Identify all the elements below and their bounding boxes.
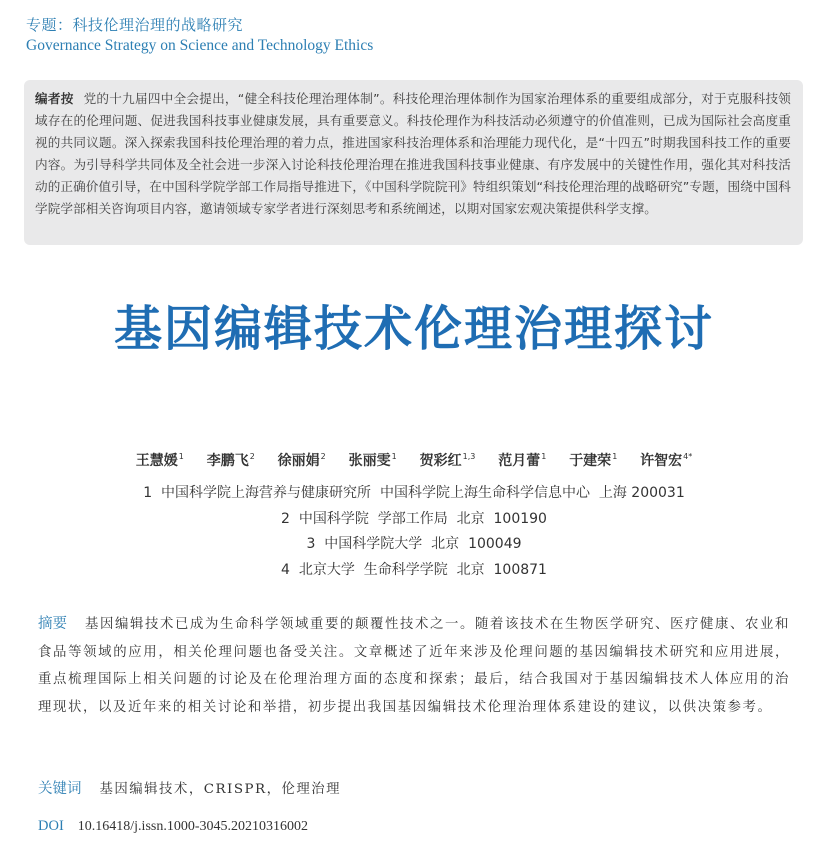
abstract-label: 摘要 — [38, 616, 68, 632]
affiliation-marker: 1,3 — [462, 452, 476, 462]
author-name: 徐丽娟 — [277, 453, 320, 469]
author-list — [0, 450, 828, 470]
abstract-text: 基因编辑技术已成为生命科学领域重要的颠覆性技术之一。随着该技术在生物医学研究、医疗健康、农业和食品等领域的应用，相关伦理问题也备受关注。文章概述了近年来涉及伦理问题的基因编辑技术研究和应用进展，重点梳理国际上相关问题的讨论及在伦理治理方面的态度和探索；最后，结合我国对于基因编辑技术人体应用的治理现状，以及近年来的相关讨论和举措，初步提出我国基因编辑技术伦理治理体系建设的建议，以供决策参考。 — [38, 617, 791, 715]
affiliation-marker: 4* — [683, 452, 693, 462]
affiliation: 1 中国科学院上海营养与健康研究所 中国科学院上海生命科学信息中心 上海 200031 — [143, 485, 685, 501]
editor-note-box — [24, 80, 803, 245]
doi-label: DOI — [38, 818, 64, 834]
author-name: 范月蕾 — [498, 453, 541, 469]
keywords — [38, 777, 341, 798]
editor-note-label: 编者按 — [35, 91, 74, 106]
author-name: 王慧媛 — [135, 453, 178, 469]
affiliation: 3 中国科学院大学 北京 100049 — [306, 536, 522, 552]
author — [207, 453, 255, 469]
affiliation-marker: 1 — [391, 452, 397, 462]
affiliation-marker: 2 — [320, 452, 326, 462]
author-name: 贺彩红 — [419, 453, 462, 469]
author-name: 于建荣 — [569, 453, 612, 469]
editor-note-text: 党的十九届四中全会提出，“健全科技伦理治理体制”。科技伦理治理体制作为国家治理体系的重要组成部分，对于克服科技领域存在的伦理问题、促进我国科技事业健康发展，具有重要意义。科技伦理作为科技活动必须遵守的价值准则，已成为国际社会高度重视的共同议题。深入探索我国科技伦理治理的着力点，推进国家科技治理体系和治理能力现代化，是“十四五”时期我国科技工作的重要内容。为引导科学共同体及全社会进一步深入讨论科技伦理治理在推进我国科技事业健康、有序发展中的关键性作用，强化其对科技活动的正确价值引导，在中国科学院学部工作局指导推进下，《中国科学院院刊》特组织策划“科技伦理治理的战略研究”专题，围绕中国科学院学部相关咨询项目内容，邀请领域专家学者进行深刻思考和系统阐述，以期对国家宏观决策提供科学支撑。 — [35, 91, 791, 216]
author — [498, 453, 546, 469]
affiliation: 4 北京大学 生命科学学院 北京 100871 — [281, 561, 547, 578]
abstract — [38, 611, 790, 721]
affiliation-marker: 1 — [612, 452, 618, 462]
keywords-label: 关键词 — [38, 781, 82, 797]
keywords-text: 基因编辑技术，CRISPR，伦理治理 — [99, 782, 342, 797]
author-name: 许智宏 — [640, 453, 683, 469]
affiliation-marker: 2 — [249, 452, 255, 462]
doi — [38, 818, 308, 835]
author — [349, 453, 397, 469]
author — [420, 453, 476, 469]
article-title: 基因编辑技术伦理治理探讨 — [113, 301, 714, 357]
author — [569, 453, 617, 469]
doi-value[interactable]: 10.16418/j.issn.1000-3045.20210316002 — [77, 819, 309, 834]
series-title-cn: 专题：科技伦理治理的战略研究 — [26, 16, 244, 34]
author — [136, 453, 184, 469]
series-title-en: Governance Strategy on Science and Technology Ethics — [26, 37, 374, 54]
author-name: 李鹏飞 — [206, 453, 249, 469]
affiliation-list — [0, 481, 828, 583]
author-name: 张丽雯 — [348, 453, 391, 469]
affiliation-marker: 1 — [541, 452, 547, 462]
author — [278, 453, 326, 469]
affiliation: 2 中国科学院 学部工作局 北京 100190 — [281, 510, 547, 527]
affiliation-marker: 1 — [178, 452, 184, 462]
author — [640, 453, 692, 469]
